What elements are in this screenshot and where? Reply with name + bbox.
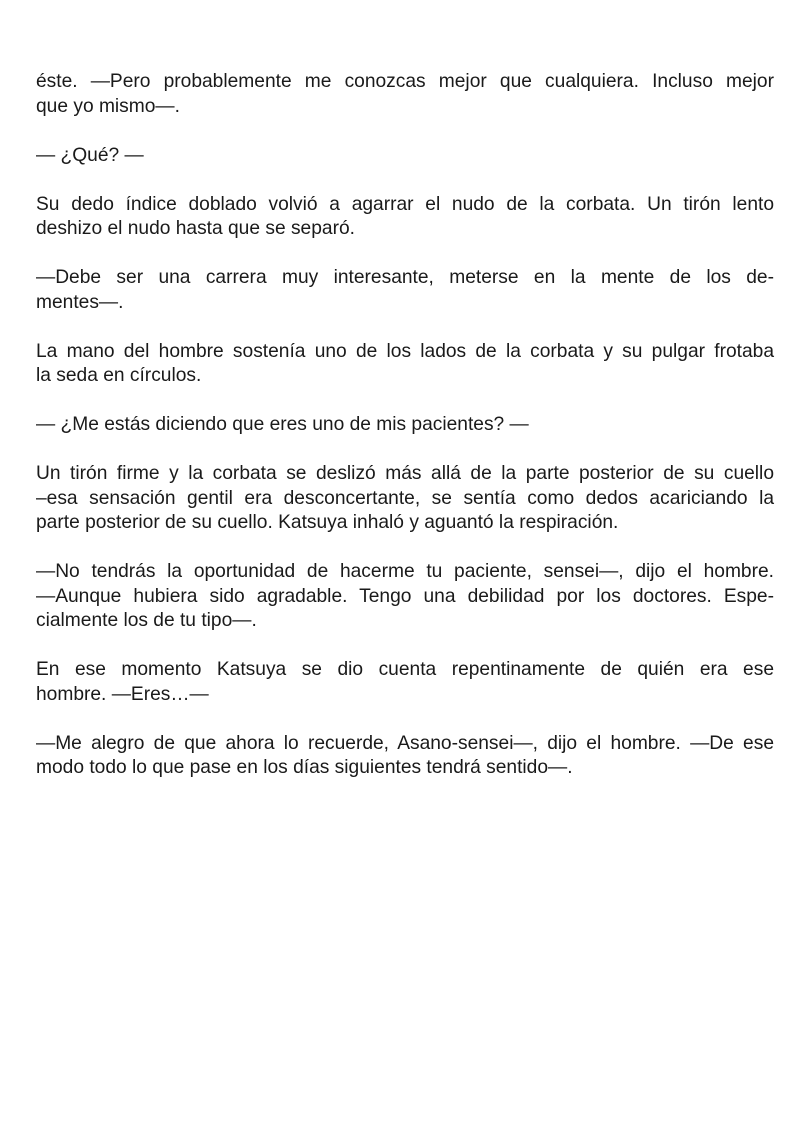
paragraph-7 (36, 462, 774, 536)
paragraph-10 (36, 732, 774, 781)
text-line: cialmente los de tu tipo—. (36, 610, 257, 631)
paragraph-8 (36, 560, 774, 634)
document-page (36, 70, 774, 805)
paragraph-2 (36, 144, 774, 169)
text-line: —No tendrás la oportunidad de hacerme tu paciente, sensei—, dijo el hombre. (36, 561, 774, 582)
text-line: Un tirón firme y la corbata se deslizó más allá de la parte posterior de su cuello (36, 463, 774, 484)
text-line: hombre. —Eres…— (36, 683, 209, 705)
text-line: la seda en círculos. (36, 365, 202, 386)
text-line: –esa sensación gentil era desconcertante, se sentía como dedos acariciando la (36, 487, 774, 509)
paragraph-9 (36, 658, 774, 707)
text-line: —Aunque hubiera sido agradable. Tengo una debilidad por los doctores. Espe- (36, 585, 774, 607)
text-line: deshizo el nudo hasta que se separó. (36, 218, 355, 239)
text-line: modo todo lo que pase en los días siguientes tendrá sentido—. (36, 757, 573, 778)
text-line: mentes—. (36, 291, 124, 313)
text-line: parte posterior de su cuello. Katsuya inhaló y aguantó la respiración. (36, 512, 619, 533)
text-line: éste. —Pero probablemente me conozcas mejor que cualquiera. Incluso mejor (36, 71, 774, 92)
text-line: — ¿Qué? — (36, 144, 144, 166)
paragraph-5 (36, 340, 774, 389)
text-line: La mano del hombre sostenía uno de los lados de la corbata y su pulgar frotaba (36, 340, 774, 362)
text-line: Su dedo índice doblado volvió a agarrar el nudo de la corbata. Un tirón lento (36, 193, 774, 215)
paragraph-3 (36, 193, 774, 242)
paragraph-4 (36, 266, 774, 315)
text-line: — ¿Me estás diciendo que eres uno de mis pacientes? — (36, 414, 529, 435)
paragraph-6 (36, 413, 774, 438)
paragraph-1 (36, 70, 774, 119)
text-line: que yo mismo—. (36, 95, 180, 117)
text-line: —Debe ser una carrera muy interesante, meterse en la mente de los de- (36, 267, 774, 288)
text-line: En ese momento Katsuya se dio cuenta repentinamente de quién era ese (36, 659, 774, 680)
text-line: —Me alegro de que ahora lo recuerde, Asano-sensei—, dijo el hombre. —De ese (36, 732, 774, 754)
